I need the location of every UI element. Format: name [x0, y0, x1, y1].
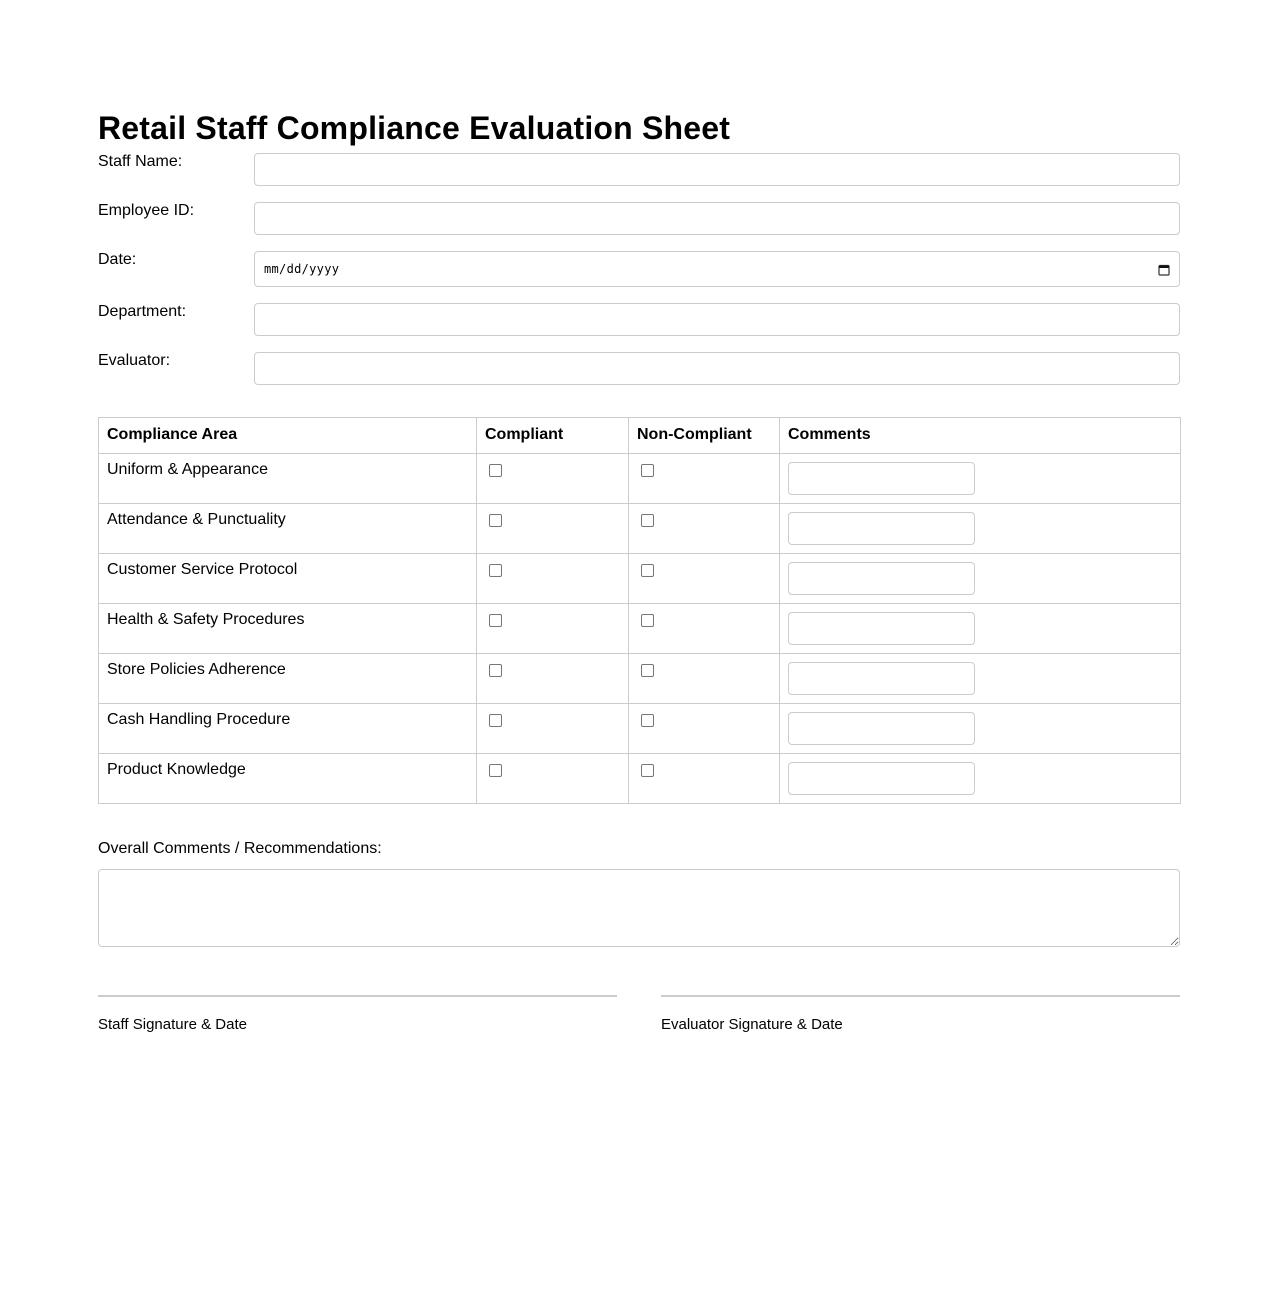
non-compliant-cell [629, 554, 780, 604]
staff-signature-label: Staff Signature & Date [98, 1016, 247, 1033]
non-compliant-cell [629, 704, 780, 754]
comment-cell [780, 704, 1181, 754]
compliant-checkbox[interactable] [489, 764, 502, 777]
signature-section [98, 995, 1180, 1035]
comment-input[interactable] [788, 712, 975, 745]
comment-input[interactable] [788, 562, 975, 595]
compliance-area: Cash Handling Procedure [99, 704, 477, 754]
non-compliant-checkbox[interactable] [641, 614, 654, 627]
table-row [99, 604, 1181, 654]
compliant-cell [477, 754, 629, 804]
staff-name-row [98, 153, 1180, 186]
non-compliant-cell [629, 504, 780, 554]
comment-input[interactable] [788, 462, 975, 495]
staff-signature-block [98, 995, 617, 1035]
compliant-checkbox[interactable] [489, 714, 502, 727]
compliant-cell [477, 504, 629, 554]
comment-input[interactable] [788, 512, 975, 545]
date-placeholder: mm/dd/yyyy [264, 262, 340, 276]
page-title: Retail Staff Compliance Evaluation Sheet [98, 110, 731, 146]
header-compliant: Compliant [477, 418, 629, 454]
compliant-cell [477, 704, 629, 754]
comment-cell [780, 654, 1181, 704]
non-compliant-checkbox[interactable] [641, 664, 654, 677]
evaluator-signature-line [661, 995, 1180, 997]
date-input[interactable] [254, 251, 1180, 287]
comment-cell [780, 454, 1181, 504]
header-non-compliant: Non-Compliant [629, 418, 780, 454]
overall-comments-textarea[interactable] [98, 869, 1180, 947]
compliance-area: Product Knowledge [99, 754, 477, 804]
employee-id-label: Employee ID: [98, 202, 195, 219]
department-input[interactable] [254, 303, 1180, 336]
compliant-checkbox[interactable] [489, 664, 502, 677]
table-row [99, 504, 1181, 554]
compliant-checkbox[interactable] [489, 464, 502, 477]
compliant-cell [477, 654, 629, 704]
non-compliant-checkbox[interactable] [641, 764, 654, 777]
comment-cell [780, 604, 1181, 654]
compliant-checkbox[interactable] [489, 614, 502, 627]
table-row [99, 554, 1181, 604]
comment-cell [780, 504, 1181, 554]
comment-input[interactable] [788, 662, 975, 695]
overall-comments-label: Overall Comments / Recommendations: [98, 840, 382, 857]
compliant-checkbox[interactable] [489, 514, 502, 527]
evaluator-row [98, 352, 1180, 385]
table-row [99, 754, 1181, 804]
compliance-area: Health & Safety Procedures [99, 604, 477, 654]
comment-cell [780, 754, 1181, 804]
compliance-table [98, 417, 1181, 804]
evaluator-signature-block [661, 995, 1180, 1035]
compliant-cell [477, 604, 629, 654]
compliance-area: Attendance & Punctuality [99, 504, 477, 554]
comment-cell [780, 554, 1181, 604]
date-label: Date: [98, 251, 137, 268]
non-compliant-cell [629, 454, 780, 504]
evaluator-input[interactable] [254, 352, 1180, 385]
staff-name-label: Staff Name: [98, 153, 183, 170]
evaluator-signature-label: Evaluator Signature & Date [661, 1016, 843, 1033]
date-row [98, 251, 1180, 287]
evaluation-form [98, 108, 1180, 1035]
non-compliant-cell [629, 754, 780, 804]
non-compliant-cell [629, 654, 780, 704]
table-row [99, 654, 1181, 704]
department-label: Department: [98, 303, 187, 320]
compliance-area: Customer Service Protocol [99, 554, 477, 604]
staff-name-input[interactable] [254, 153, 1180, 186]
non-compliant-checkbox[interactable] [641, 464, 654, 477]
evaluator-label: Evaluator: [98, 352, 171, 369]
non-compliant-checkbox[interactable] [641, 514, 654, 527]
compliant-cell [477, 554, 629, 604]
table-row [99, 704, 1181, 754]
non-compliant-checkbox[interactable] [641, 564, 654, 577]
employee-id-row [98, 202, 1180, 235]
department-row [98, 303, 1180, 336]
employee-id-input[interactable] [254, 202, 1180, 235]
compliant-checkbox[interactable] [489, 564, 502, 577]
header-compliance-area: Compliance Area [99, 418, 477, 454]
table-header-row [99, 418, 1181, 454]
calendar-icon[interactable] [1158, 263, 1170, 275]
header-comments: Comments [780, 418, 1181, 454]
compliance-area: Store Policies Adherence [99, 654, 477, 704]
table-row [99, 454, 1181, 504]
non-compliant-checkbox[interactable] [641, 714, 654, 727]
staff-signature-line [98, 995, 617, 997]
comment-input[interactable] [788, 762, 975, 795]
compliance-area: Uniform & Appearance [99, 454, 477, 504]
compliant-cell [477, 454, 629, 504]
comment-input[interactable] [788, 612, 975, 645]
non-compliant-cell [629, 604, 780, 654]
